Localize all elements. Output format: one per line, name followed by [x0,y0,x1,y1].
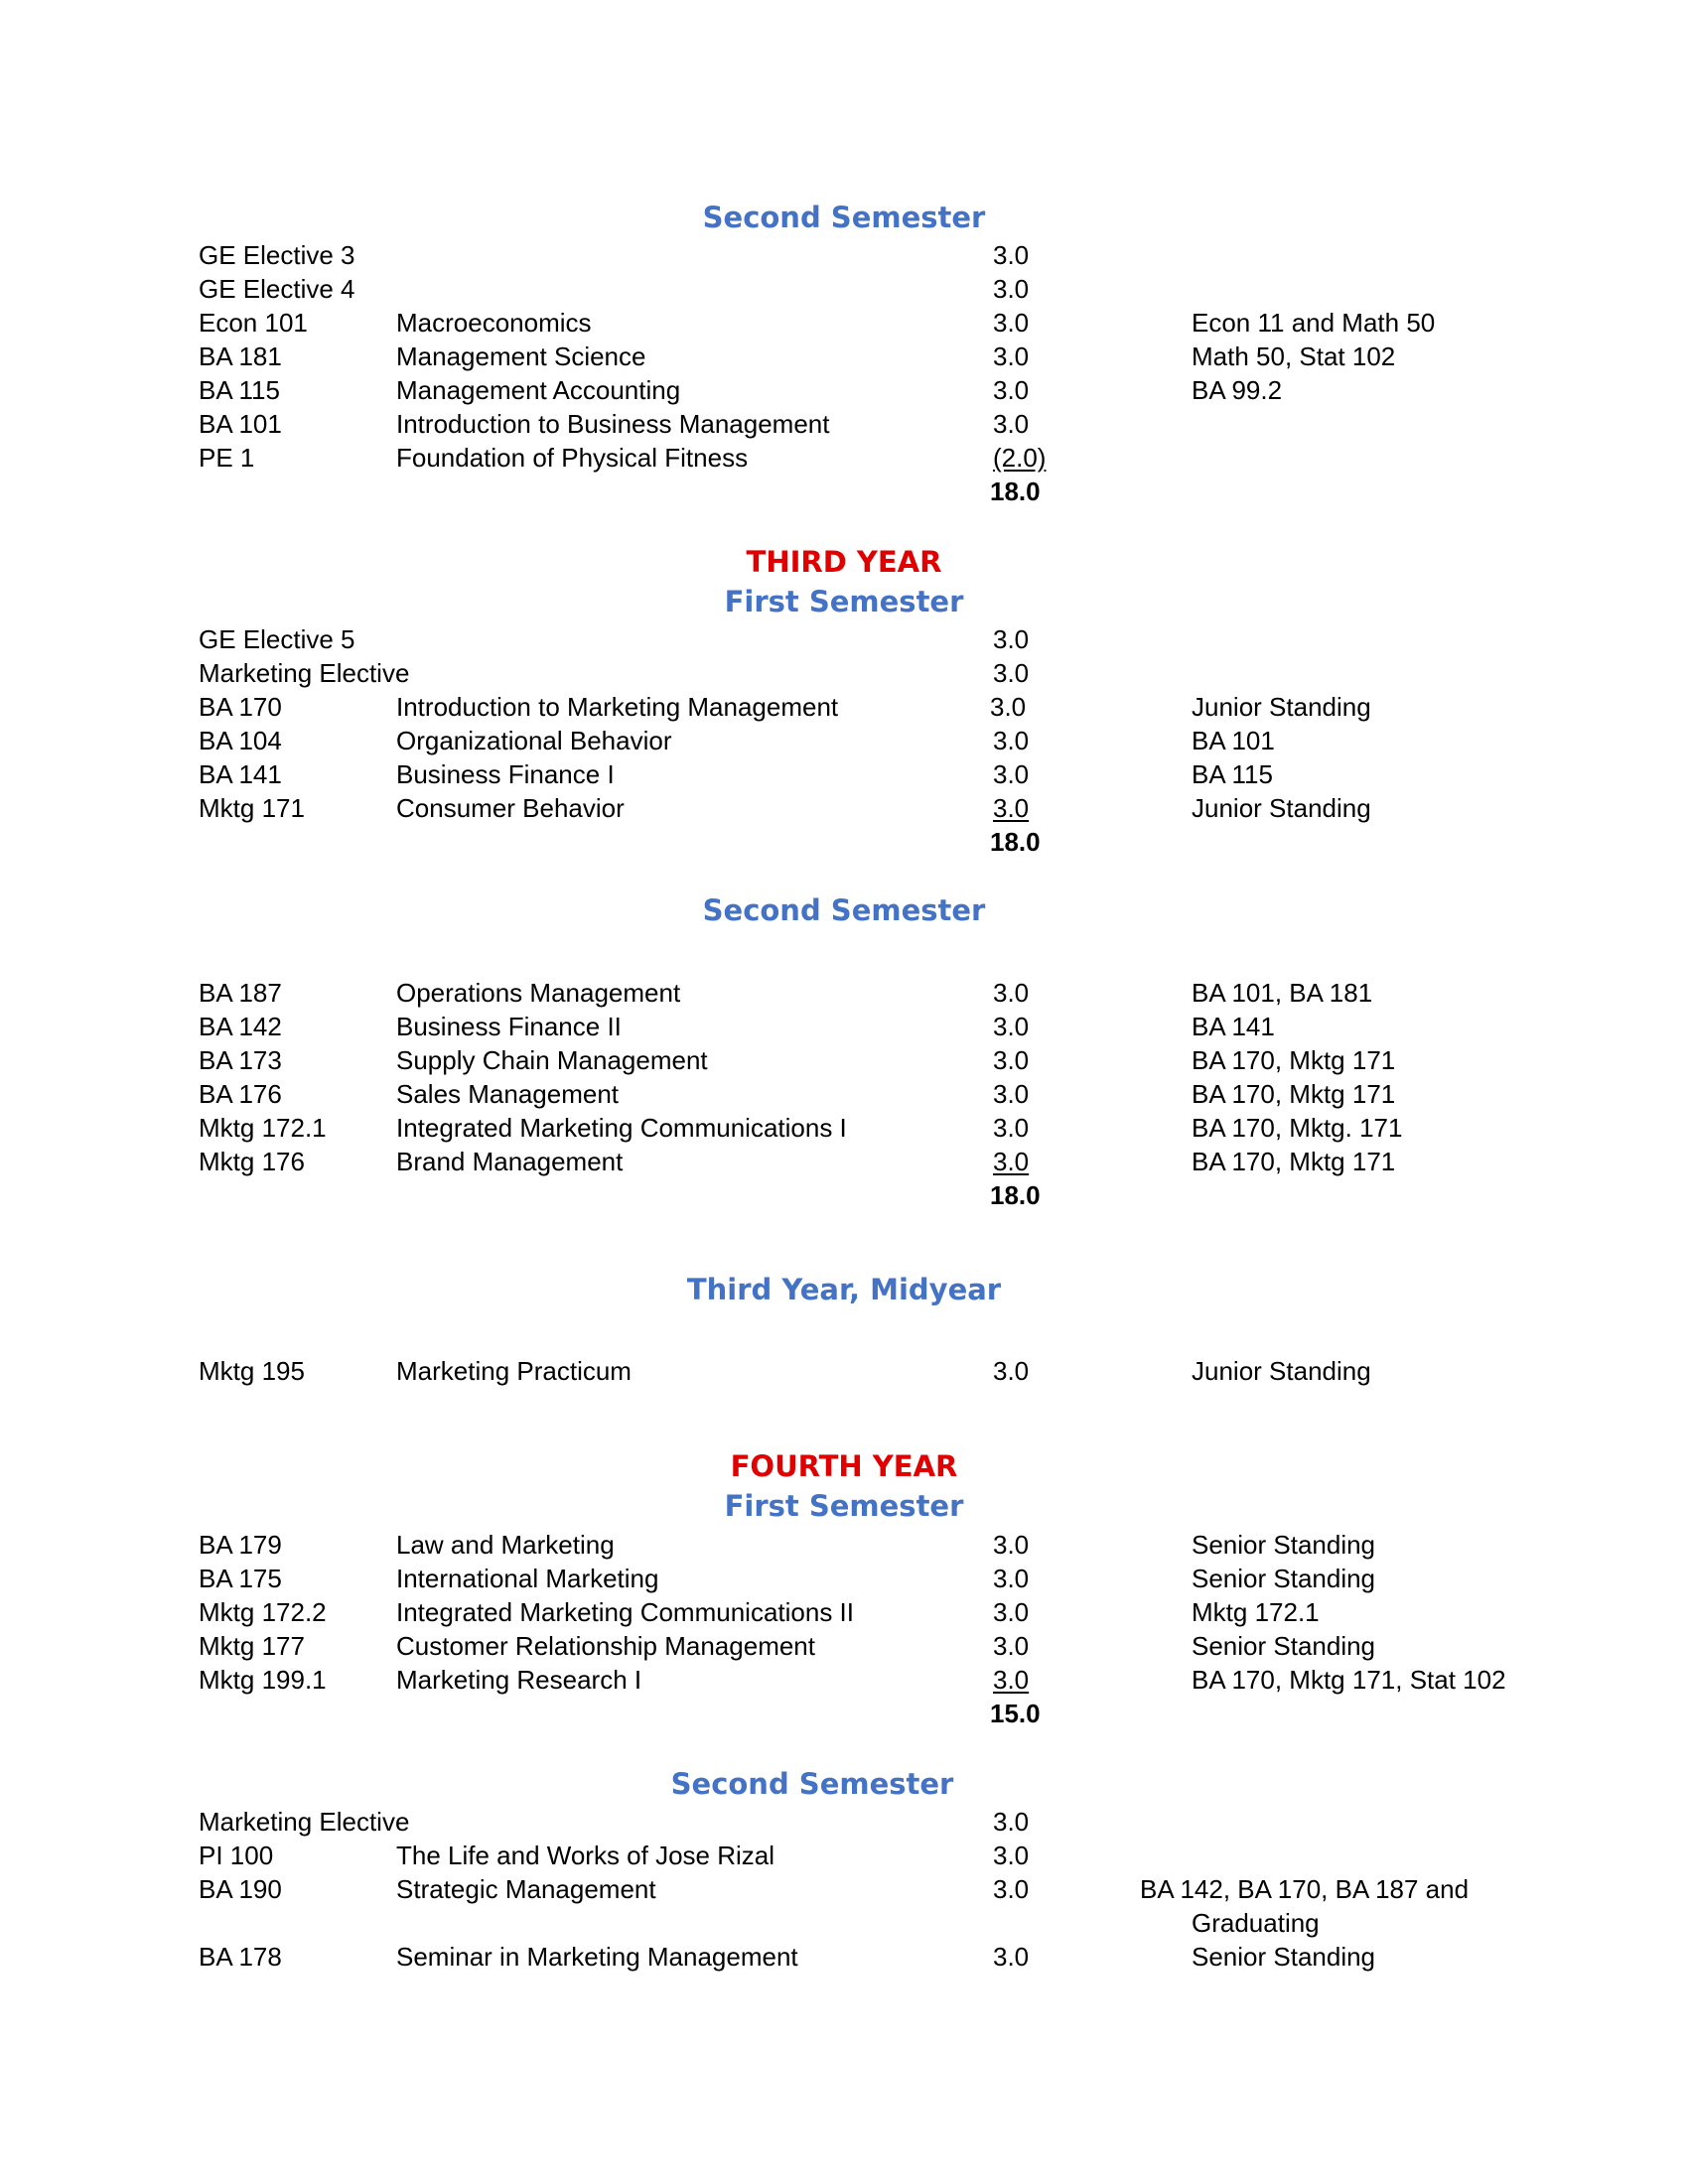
course-code: Marketing Elective [199,658,410,688]
course-code: BA 178 [199,1942,282,1972]
course-code: BA 187 [199,978,282,1008]
course-code: GE Elective 3 [199,240,355,270]
course-prerequisite: BA 170, Mktg 171 [1192,1079,1396,1109]
semester-heading: Second Semester [702,893,986,927]
course-title: Management Science [396,341,646,371]
course-row [0,1528,1688,1562]
course-title: Introduction to Marketing Management [396,692,839,722]
course-prerequisite: BA 99.2 [1192,375,1283,405]
course-code: BA 170 [199,692,282,722]
course-title: Consumer Behavior [396,793,625,823]
semester-total-units: 18.0 [990,827,1041,857]
semester-heading: Second Semester [702,201,986,234]
course-row-continuation [0,1906,1688,1940]
course-row [0,1872,1688,1906]
course-prerequisite: BA 101 [1192,726,1275,755]
course-prerequisite: Senior Standing [1192,1564,1376,1593]
course-row [0,272,1688,306]
course-row [0,306,1688,340]
course-units: 3.0 [993,624,1030,654]
course-units: 3.0 [993,1841,1030,1870]
course-title: Business Finance I [396,759,615,789]
course-title: Integrated Marketing Communications II [396,1597,854,1627]
semester-heading: First Semester [724,1489,964,1523]
semester-total-units: 18.0 [990,477,1041,506]
course-prerequisite: Senior Standing [1192,1631,1376,1661]
course-title: Brand Management [396,1147,624,1176]
course-prerequisite: Senior Standing [1192,1942,1376,1972]
course-units: 3.0 [993,1631,1030,1661]
course-code: BA 190 [199,1874,282,1904]
course-title: Supply Chain Management [396,1045,708,1075]
course-code: Mktg 199.1 [199,1665,327,1695]
course-units: 3.0 [993,759,1030,789]
course-units: (2.0) [993,443,1047,473]
course-prerequisite: BA 115 [1192,759,1273,789]
course-units: 3.0 [993,1356,1030,1386]
course-row [0,1077,1688,1111]
course-code: BA 141 [199,759,282,789]
course-units: 3.0 [993,1942,1030,1972]
course-row [0,1595,1688,1629]
course-row [0,622,1688,656]
course-title: Strategic Management [396,1874,656,1904]
course-row [0,1562,1688,1595]
course-prerequisite: BA 170, Mktg 171 [1192,1147,1396,1176]
semester-total-units: 18.0 [990,1180,1041,1210]
course-prerequisite: Math 50, Stat 102 [1192,341,1396,371]
course-row [0,690,1688,724]
course-row [0,656,1688,690]
course-prerequisite: Mktg 172.1 [1192,1597,1320,1627]
course-row [0,1663,1688,1697]
semester-heading: First Semester [724,585,964,618]
course-code: BA 176 [199,1079,282,1109]
course-title: Introduction to Business Management [396,409,830,439]
course-row [0,1805,1688,1839]
course-units: 3.0 [993,240,1030,270]
course-code: BA 101 [199,409,282,439]
course-code: Mktg 195 [199,1356,305,1386]
course-code: BA 179 [199,1530,282,1560]
course-prerequisite: BA 170, Mktg 171 [1192,1045,1396,1075]
course-units: 3.0 [993,409,1030,439]
course-title: Law and Marketing [396,1530,615,1560]
course-units: 3.0 [993,1113,1030,1143]
course-row [0,373,1688,407]
course-units: 3.0 [993,1874,1030,1904]
course-row [0,791,1688,825]
course-row [0,1043,1688,1077]
course-code: PE 1 [199,443,255,473]
course-units: 3.0 [993,1045,1030,1075]
course-prerequisite: BA 101, BA 181 [1192,978,1373,1008]
course-units: 3.0 [993,1807,1030,1837]
course-row [0,407,1688,441]
course-title: Marketing Research I [396,1665,642,1695]
course-prerequisite: Junior Standing [1192,1356,1371,1386]
course-prerequisite: BA 170, Mktg. 171 [1192,1113,1403,1143]
course-row [0,238,1688,272]
course-code: BA 175 [199,1564,282,1593]
course-row [0,340,1688,373]
course-code: BA 115 [199,375,280,405]
course-title: Customer Relationship Management [396,1631,815,1661]
course-prerequisite: Senior Standing [1192,1530,1376,1560]
semester-total-units: 15.0 [990,1699,1041,1728]
course-title: Business Finance II [396,1012,622,1041]
course-code: PI 100 [199,1841,274,1870]
course-units: 3.0 [993,274,1030,304]
course-row [0,724,1688,757]
course-title: Sales Management [396,1079,620,1109]
course-title: Integrated Marketing Communications I [396,1113,847,1143]
course-units: 3.0 [993,341,1030,371]
course-code: BA 173 [199,1045,282,1075]
course-title: The Life and Works of Jose Rizal [396,1841,775,1870]
course-code: BA 104 [199,726,282,755]
course-code: Mktg 172.1 [199,1113,327,1143]
course-title: Macroeconomics [396,308,592,338]
course-prerequisite-continuation: Graduating [1192,1908,1320,1938]
course-units: 3.0 [993,793,1030,823]
course-row [0,1145,1688,1178]
course-prerequisite: Junior Standing [1192,692,1371,722]
course-row [0,757,1688,791]
course-units: 3.0 [990,692,1027,722]
course-row [0,441,1688,475]
course-row [0,1940,1688,1974]
course-row [0,1629,1688,1663]
course-row [0,1010,1688,1043]
course-title: Foundation of Physical Fitness [396,443,749,473]
course-units: 3.0 [993,308,1030,338]
course-title: Operations Management [396,978,681,1008]
course-code: BA 181 [199,341,282,371]
course-prerequisite: Junior Standing [1192,793,1371,823]
course-units: 3.0 [993,1530,1030,1560]
course-code: GE Elective 5 [199,624,355,654]
semester-heading: Second Semester [670,1767,954,1801]
course-title: Organizational Behavior [396,726,672,755]
course-row [0,976,1688,1010]
course-units: 3.0 [993,726,1030,755]
course-code: Mktg 172.2 [199,1597,327,1627]
course-title: Seminar in Marketing Management [396,1942,798,1972]
course-units: 3.0 [993,375,1030,405]
course-title: International Marketing [396,1564,659,1593]
course-units: 3.0 [993,1665,1030,1695]
course-units: 3.0 [993,1564,1030,1593]
course-prerequisite: BA 141 [1192,1012,1275,1041]
course-title: Marketing Practicum [396,1356,632,1386]
course-code: GE Elective 4 [199,274,355,304]
course-row [0,1839,1688,1872]
year-heading: FOURTH YEAR [730,1449,958,1483]
course-prerequisite: BA 170, Mktg 171, Stat 102 [1192,1665,1506,1695]
course-code: Mktg 177 [199,1631,305,1661]
course-units: 3.0 [993,978,1030,1008]
course-units: 3.0 [993,658,1030,688]
course-units: 3.0 [993,1147,1030,1176]
course-row [0,1354,1688,1388]
course-units: 3.0 [993,1012,1030,1041]
course-units: 3.0 [993,1079,1030,1109]
course-prerequisite: BA 142, BA 170, BA 187 and [1140,1874,1470,1904]
course-title: Management Accounting [396,375,681,405]
course-code: Mktg 171 [199,793,305,823]
course-code: Mktg 176 [199,1147,305,1176]
course-prerequisite: Econ 11 and Math 50 [1192,308,1436,338]
course-units: 3.0 [993,1597,1030,1627]
course-code: Marketing Elective [199,1807,410,1837]
course-row [0,1111,1688,1145]
course-code: Econ 101 [199,308,308,338]
course-code: BA 142 [199,1012,282,1041]
year-heading: THIRD YEAR [746,545,942,579]
semester-heading: Third Year, Midyear [686,1273,1002,1306]
